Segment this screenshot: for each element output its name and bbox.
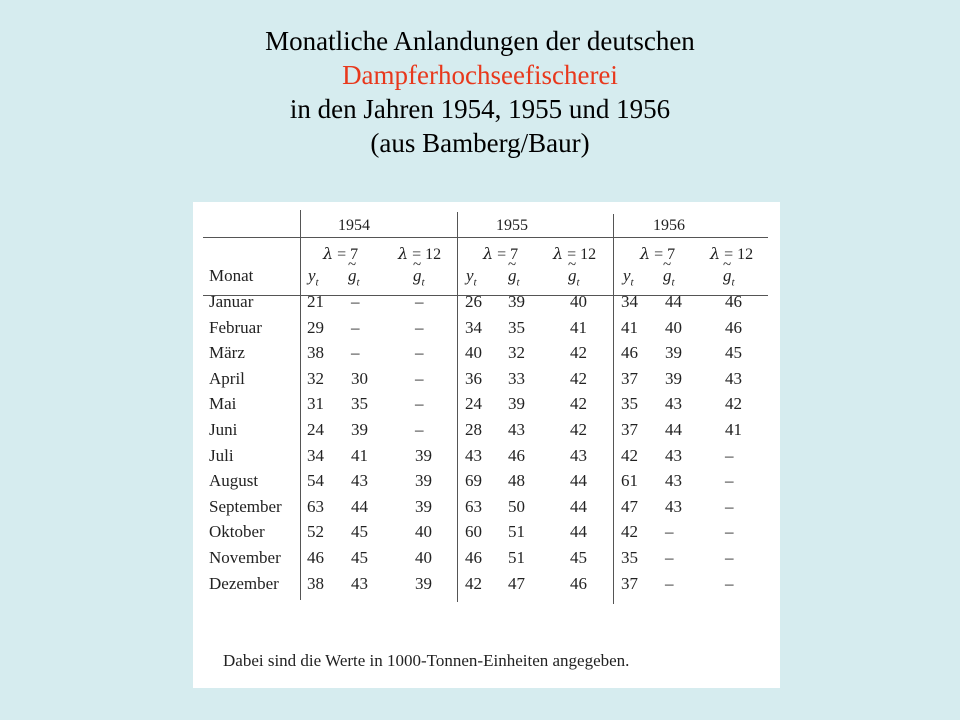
y-symbol-1956-0: $y_t$ bbox=[623, 266, 634, 289]
lambda-header-1956-12: λ = 12 bbox=[710, 244, 754, 263]
table-cell: 21 bbox=[307, 292, 324, 311]
table-cell: 35 bbox=[351, 394, 368, 414]
table-cell: 43 bbox=[465, 445, 482, 465]
table-scan bbox=[193, 202, 780, 688]
table-cell: 38 bbox=[307, 573, 324, 593]
y-symbol-1955-0: $y_t$ bbox=[466, 266, 477, 289]
table-cell: 42 bbox=[570, 420, 587, 439]
table-cell: 34 bbox=[621, 292, 638, 311]
month-label: Oktober bbox=[209, 522, 265, 542]
table-cell: 26 bbox=[465, 292, 482, 311]
g-symbol-1956-2: ~ $g_t$ bbox=[723, 266, 735, 292]
month-label: Dezember bbox=[209, 573, 279, 593]
table-cell: 40 bbox=[665, 317, 682, 337]
g-symbol-1955-2: ~ $g_t$ bbox=[568, 266, 580, 292]
month-header: Monat bbox=[209, 266, 254, 285]
month-label: April bbox=[209, 368, 245, 388]
table-cell: 48 bbox=[508, 471, 525, 491]
table-cell: 44 bbox=[665, 292, 682, 311]
table-cell: 29 bbox=[307, 317, 324, 337]
table-cell: 24 bbox=[307, 420, 324, 439]
table-cell: 39 bbox=[508, 394, 525, 414]
month-label: Februar bbox=[209, 317, 262, 337]
table-cell: 40 bbox=[415, 522, 432, 542]
table-cell: 43 bbox=[665, 445, 682, 465]
table-cell: – bbox=[725, 496, 734, 516]
table-cell: 40 bbox=[465, 343, 482, 363]
month-label: März bbox=[209, 343, 245, 363]
lambda-header-1954-7: λ = 7 bbox=[323, 244, 359, 263]
slide-title bbox=[0, 24, 960, 160]
table-cell: 37 bbox=[621, 368, 638, 388]
table-cell: 41 bbox=[725, 420, 742, 439]
table-cell: 42 bbox=[465, 573, 482, 593]
table-cell: 43 bbox=[665, 394, 682, 414]
table-cell: 39 bbox=[415, 471, 432, 491]
table-cell: 63 bbox=[465, 496, 482, 516]
y-symbol-1954-0: $y_t$ bbox=[308, 266, 319, 289]
table-cell: 33 bbox=[508, 368, 525, 388]
table-cell: 39 bbox=[508, 292, 525, 311]
lambda-header-1955-7: λ = 7 bbox=[483, 244, 519, 263]
g-symbol-1954-2: ~ $g_t$ bbox=[413, 266, 425, 292]
month-label: Mai bbox=[209, 394, 237, 414]
table-cell: 54 bbox=[307, 471, 324, 491]
table-cell: – bbox=[725, 573, 734, 593]
table-cell: 42 bbox=[570, 343, 587, 363]
table-cell: 61 bbox=[621, 471, 638, 491]
g-symbol-1955-1: ~ $g_t$ bbox=[508, 266, 520, 292]
table-cell: 34 bbox=[465, 317, 482, 337]
table-cell: – bbox=[415, 292, 424, 311]
table-cell: 43 bbox=[351, 573, 368, 593]
table-cell: 43 bbox=[351, 471, 368, 491]
month-label: Juli bbox=[209, 445, 234, 465]
table-cell: – bbox=[415, 317, 424, 337]
table-cell: – bbox=[351, 343, 360, 363]
month-label: Januar bbox=[209, 292, 254, 311]
table-cell: 39 bbox=[665, 343, 682, 363]
lambda-header-1956-7: λ = 7 bbox=[640, 244, 676, 263]
rule-col-1955 bbox=[457, 212, 458, 602]
table-cell: 42 bbox=[570, 394, 587, 414]
table-cell: 39 bbox=[415, 445, 432, 465]
table-cell: 34 bbox=[307, 445, 324, 465]
table-cell: 43 bbox=[508, 420, 525, 439]
table-cell: – bbox=[725, 548, 734, 567]
table-cell: 37 bbox=[621, 573, 638, 593]
table-cell: 44 bbox=[570, 471, 587, 491]
lambda-header-1954-12: λ = 12 bbox=[398, 244, 442, 263]
table-cell: 43 bbox=[665, 471, 682, 491]
month-label: September bbox=[209, 496, 282, 516]
month-label: Juni bbox=[209, 420, 238, 439]
rule-header bbox=[203, 295, 768, 296]
table-cell: 32 bbox=[508, 343, 525, 363]
g-symbol-1954-1: ~ $g_t$ bbox=[348, 266, 360, 292]
table-cell: 37 bbox=[621, 420, 638, 439]
g-symbol-1956-1: ~ $g_t$ bbox=[663, 266, 675, 292]
table-cell: – bbox=[415, 343, 424, 363]
table-cell: 47 bbox=[508, 573, 525, 593]
table-cell: 30 bbox=[351, 368, 368, 388]
table-cell: 45 bbox=[725, 343, 742, 363]
table-cell: 46 bbox=[465, 548, 482, 567]
table-cell: 44 bbox=[665, 420, 682, 439]
year-header-1955: 1955 bbox=[496, 217, 528, 234]
table-cell: – bbox=[351, 317, 360, 337]
table-cell: – bbox=[665, 522, 674, 542]
year-header-1954: 1954 bbox=[338, 217, 370, 234]
table-cell: 42 bbox=[570, 368, 587, 388]
table-cell: 41 bbox=[351, 445, 368, 465]
table-cell: – bbox=[725, 445, 734, 465]
table-cell: 51 bbox=[508, 522, 525, 542]
table-cell: 46 bbox=[508, 445, 525, 465]
table-cell: – bbox=[725, 471, 734, 491]
table-cell: – bbox=[415, 368, 424, 388]
table-cell: 51 bbox=[508, 548, 525, 567]
table-cell: 43 bbox=[725, 368, 742, 388]
month-label: August bbox=[209, 471, 259, 491]
table-cell: 39 bbox=[415, 573, 432, 593]
title-line-3: in den Jahren 1954, 1955 und 1956 bbox=[289, 94, 671, 124]
footnote: Dabei sind die Werte in 1000-Tonnen-Einheiten angegeben. bbox=[223, 651, 630, 670]
table-cell: 39 bbox=[415, 496, 432, 516]
table-cell: – bbox=[415, 420, 424, 439]
table-cell: 46 bbox=[725, 317, 742, 337]
table-cell: 44 bbox=[570, 522, 587, 542]
rule-col-1954 bbox=[300, 210, 301, 600]
table-cell: 46 bbox=[570, 573, 587, 593]
year-header-1956: 1956 bbox=[653, 217, 685, 234]
table-cell: 45 bbox=[570, 548, 587, 567]
title-line-4: (aus Bamberg/Baur) bbox=[370, 128, 590, 158]
table-cell: 46 bbox=[307, 548, 324, 567]
table-cell: 43 bbox=[665, 496, 682, 516]
table-cell: 46 bbox=[621, 343, 638, 363]
table-cell: 43 bbox=[570, 445, 587, 465]
table-cell: 44 bbox=[351, 496, 368, 516]
table-cell: 52 bbox=[307, 522, 324, 542]
table-cell: 69 bbox=[465, 471, 482, 491]
table-cell: – bbox=[665, 548, 674, 567]
table-cell: 50 bbox=[508, 496, 525, 516]
table-cell: 42 bbox=[621, 445, 638, 465]
rule-col-1956 bbox=[613, 214, 614, 604]
table-cell: 63 bbox=[307, 496, 324, 516]
table-cell: 60 bbox=[465, 522, 482, 542]
table-cell: – bbox=[665, 573, 674, 593]
table-cell: 45 bbox=[351, 548, 368, 567]
table-cell: 32 bbox=[307, 368, 324, 388]
table-cell: 40 bbox=[570, 292, 587, 311]
lambda-header-1955-12: λ = 12 bbox=[553, 244, 597, 263]
table-cell: 41 bbox=[570, 317, 587, 337]
table-cell: 35 bbox=[621, 394, 638, 414]
title-line-2: Dampferhochseefischerei bbox=[342, 60, 618, 90]
table-cell: 31 bbox=[307, 394, 324, 414]
table-cell: – bbox=[415, 394, 424, 414]
table-cell: 35 bbox=[508, 317, 525, 337]
table-cell: 42 bbox=[725, 394, 742, 414]
month-label: November bbox=[209, 548, 281, 567]
title-line-1: Monatliche Anlandungen der deutschen bbox=[265, 26, 695, 56]
table-cell: 38 bbox=[307, 343, 324, 363]
table-cell: 40 bbox=[415, 548, 432, 567]
table-cell: 39 bbox=[351, 420, 368, 439]
table-cell: – bbox=[725, 522, 734, 542]
rule-top bbox=[203, 237, 768, 238]
table-cell: 45 bbox=[351, 522, 368, 542]
table-cell: 42 bbox=[621, 522, 638, 542]
table-cell: 36 bbox=[465, 368, 482, 388]
table-cell: 46 bbox=[725, 292, 742, 311]
table-cell: 47 bbox=[621, 496, 638, 516]
table-cell: 35 bbox=[621, 548, 638, 567]
table-cell: 24 bbox=[465, 394, 482, 414]
table-cell: 41 bbox=[621, 317, 638, 337]
table-cell: – bbox=[351, 292, 360, 311]
table-cell: 44 bbox=[570, 496, 587, 516]
table-cell: 28 bbox=[465, 420, 482, 439]
table-cell: 39 bbox=[665, 368, 682, 388]
